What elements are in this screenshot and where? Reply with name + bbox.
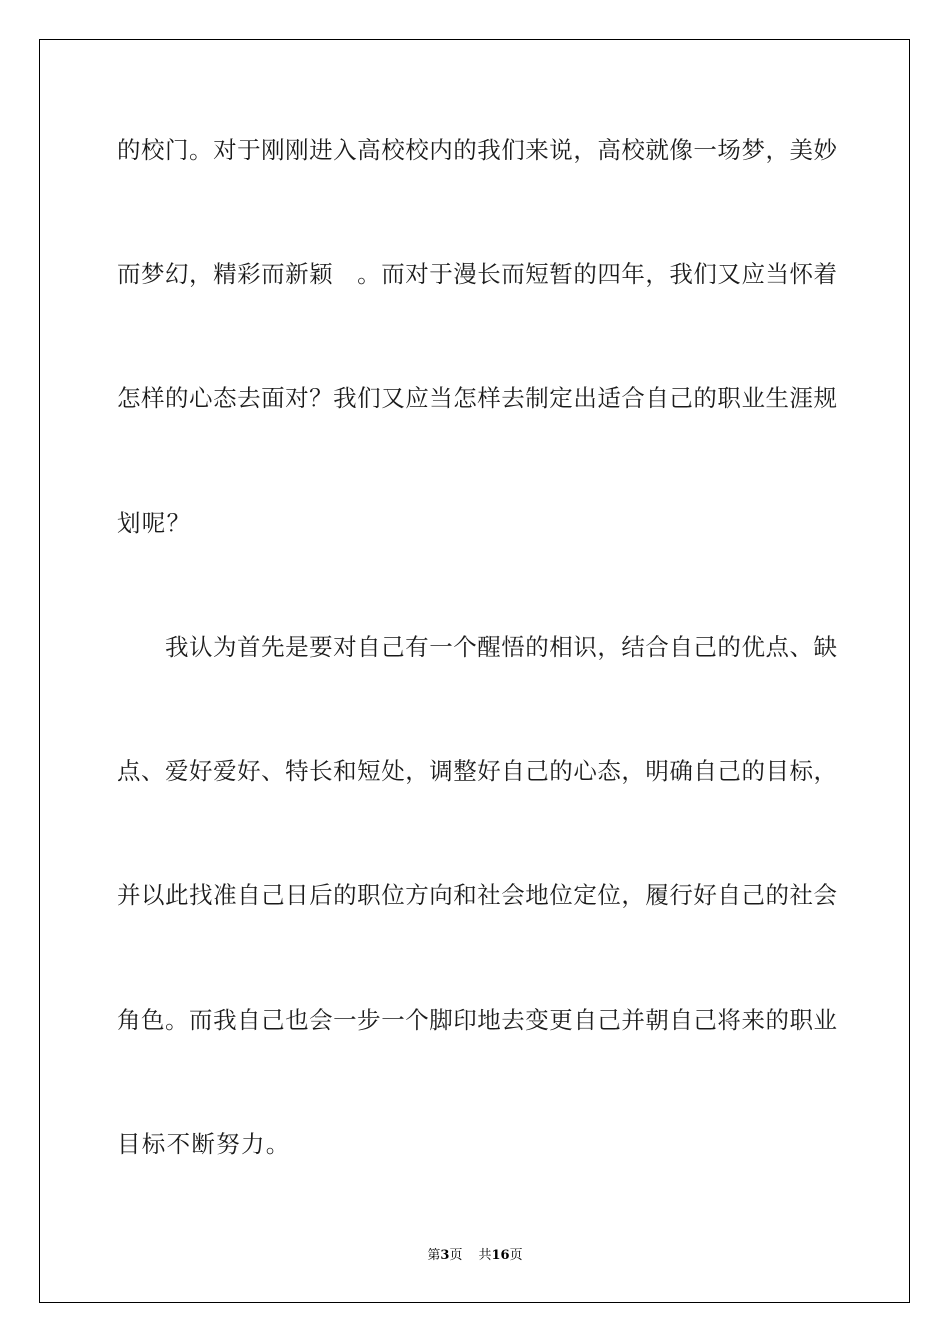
total-prefix: 共	[478, 1248, 492, 1263]
total-suffix: 页	[509, 1248, 523, 1263]
page-number: 3	[440, 1248, 450, 1263]
text-line: 角色。而我自己也会一步一个脚印地去变更自己并朝自己将来的职业	[117, 1006, 837, 1034]
text-line: 并以此找准自己日后的职位方向和社会地位定位，履行好自己的社会	[117, 881, 837, 909]
total-pages: 16	[491, 1248, 510, 1263]
page-prefix: 第	[427, 1248, 441, 1263]
page-suffix: 页	[449, 1248, 463, 1263]
paragraph-first-line: 我认为首先是要对自己有一个醒悟的相识，结合自己的优点、缺	[165, 633, 837, 661]
text-line: 目标不断努力。	[117, 1130, 291, 1158]
page-border	[39, 39, 910, 1303]
text-line: 点、爱好爱好、特长和短处，调整好自己的心态，明确自己的目标，	[117, 757, 837, 785]
text-line: 划呢？	[117, 509, 192, 537]
text-line: 而梦幻，精彩而新颖 。而对于漫长而短暂的四年，我们又应当怀着	[117, 260, 837, 288]
text-line: 怎样的心态去面对？我们又应当怎样去制定出适合自己的职业生涯规	[117, 384, 837, 412]
text-line: 的校门。对于刚刚进入高校校内的我们来说，高校就像一场梦，美妙	[117, 136, 837, 164]
page-footer	[0, 1247, 950, 1265]
